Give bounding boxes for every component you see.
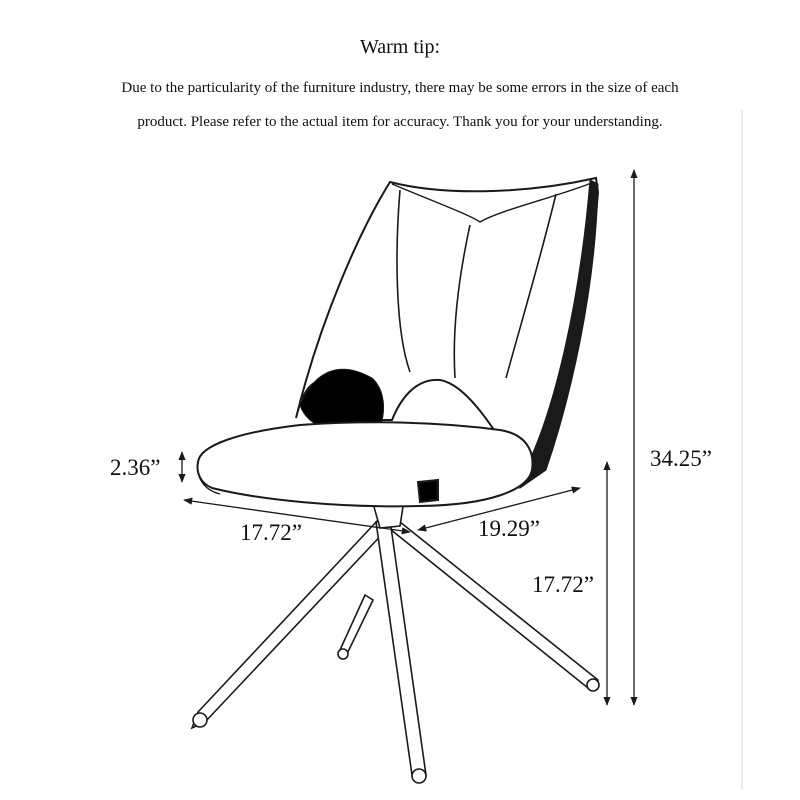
- seat-depth-label: 19.29”: [478, 516, 540, 541]
- disclaimer-line-1: Due to the particularity of the furniture industry, there may be some errors in the size of each: [121, 80, 679, 96]
- seat-width-label: 17.72”: [240, 520, 302, 545]
- seat-height-label: 17.72”: [532, 572, 594, 597]
- cushion-thickness-label: 2.36”: [110, 455, 161, 480]
- total-height-label: 34.25”: [650, 446, 712, 471]
- disclaimer-line-2: product. Please refer to the actual item for accuracy. Thank you for your understanding.: [137, 114, 663, 130]
- warm-tip-title: Warm tip:: [359, 36, 441, 58]
- chair-seat: [198, 422, 533, 506]
